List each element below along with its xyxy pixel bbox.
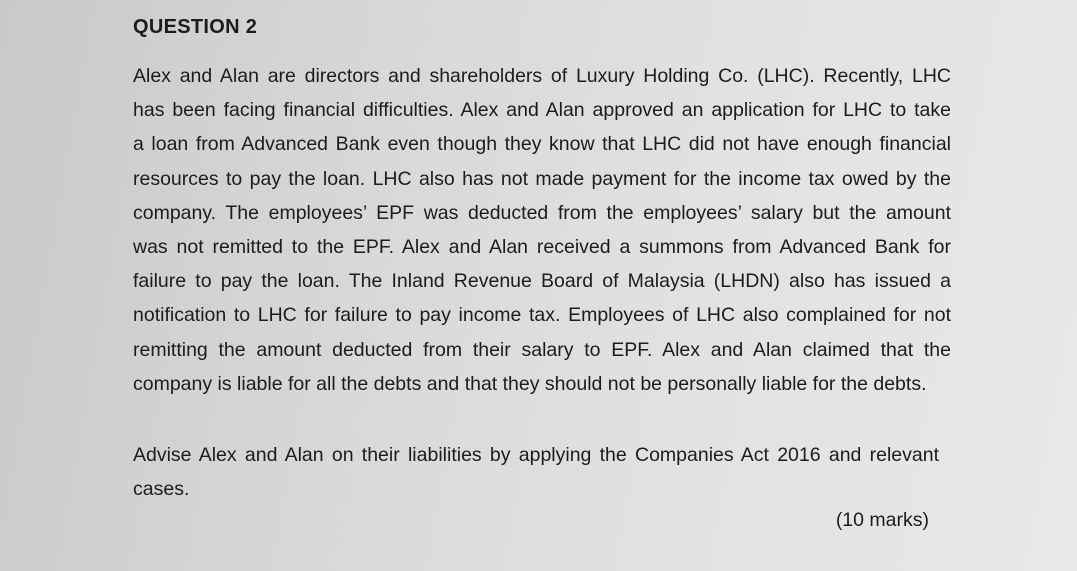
scenario-line: resources to pay the loan. LHC also has not made payment for the income tax owed by the [133, 167, 951, 190]
scenario-line: notification to LHC for failure to pay income tax. Employees of LHC also complained for not [133, 304, 951, 327]
scenario-line: Alex and Alan are directors and shareholders of Luxury Holding Co. (LHC). Recently, LHC [133, 65, 951, 87]
marks-allocation: (10 marks) [835, 509, 929, 531]
question-title: QUESTION 2 [133, 16, 258, 38]
instruction-line: cases. [133, 478, 190, 501]
instruction-line: Advise Alex and Alan on their liabilities by applying the Companies Act 2016 and relevant [133, 444, 939, 466]
scenario-line: was not remitted to the EPF. Alex and Alan received a summons from Advanced Bank for [133, 236, 951, 259]
question-instruction [133, 438, 939, 506]
scenario-line: has been facing financial difficulties. Alex and Alan approved an application for LHC to take [133, 99, 951, 122]
scenario-line: company is liable for all the debts and that they should not be personally liable for the debts. [133, 372, 927, 395]
scenario-line: failure to pay the loan. The Inland Revenue Board of Malaysia (LHDN) also has issued a [133, 270, 951, 293]
scenario-line: remitting the amount deducted from their salary to EPF. Alex and Alan claimed that the [133, 338, 951, 361]
scenario-line: company. The employees’ EPF was deducted from the employees’ salary but the amount [133, 201, 951, 224]
scenario-line: a loan from Advanced Bank even though they know that LHC did not have enough financial [133, 133, 951, 156]
question-scenario-paragraph [133, 59, 951, 401]
